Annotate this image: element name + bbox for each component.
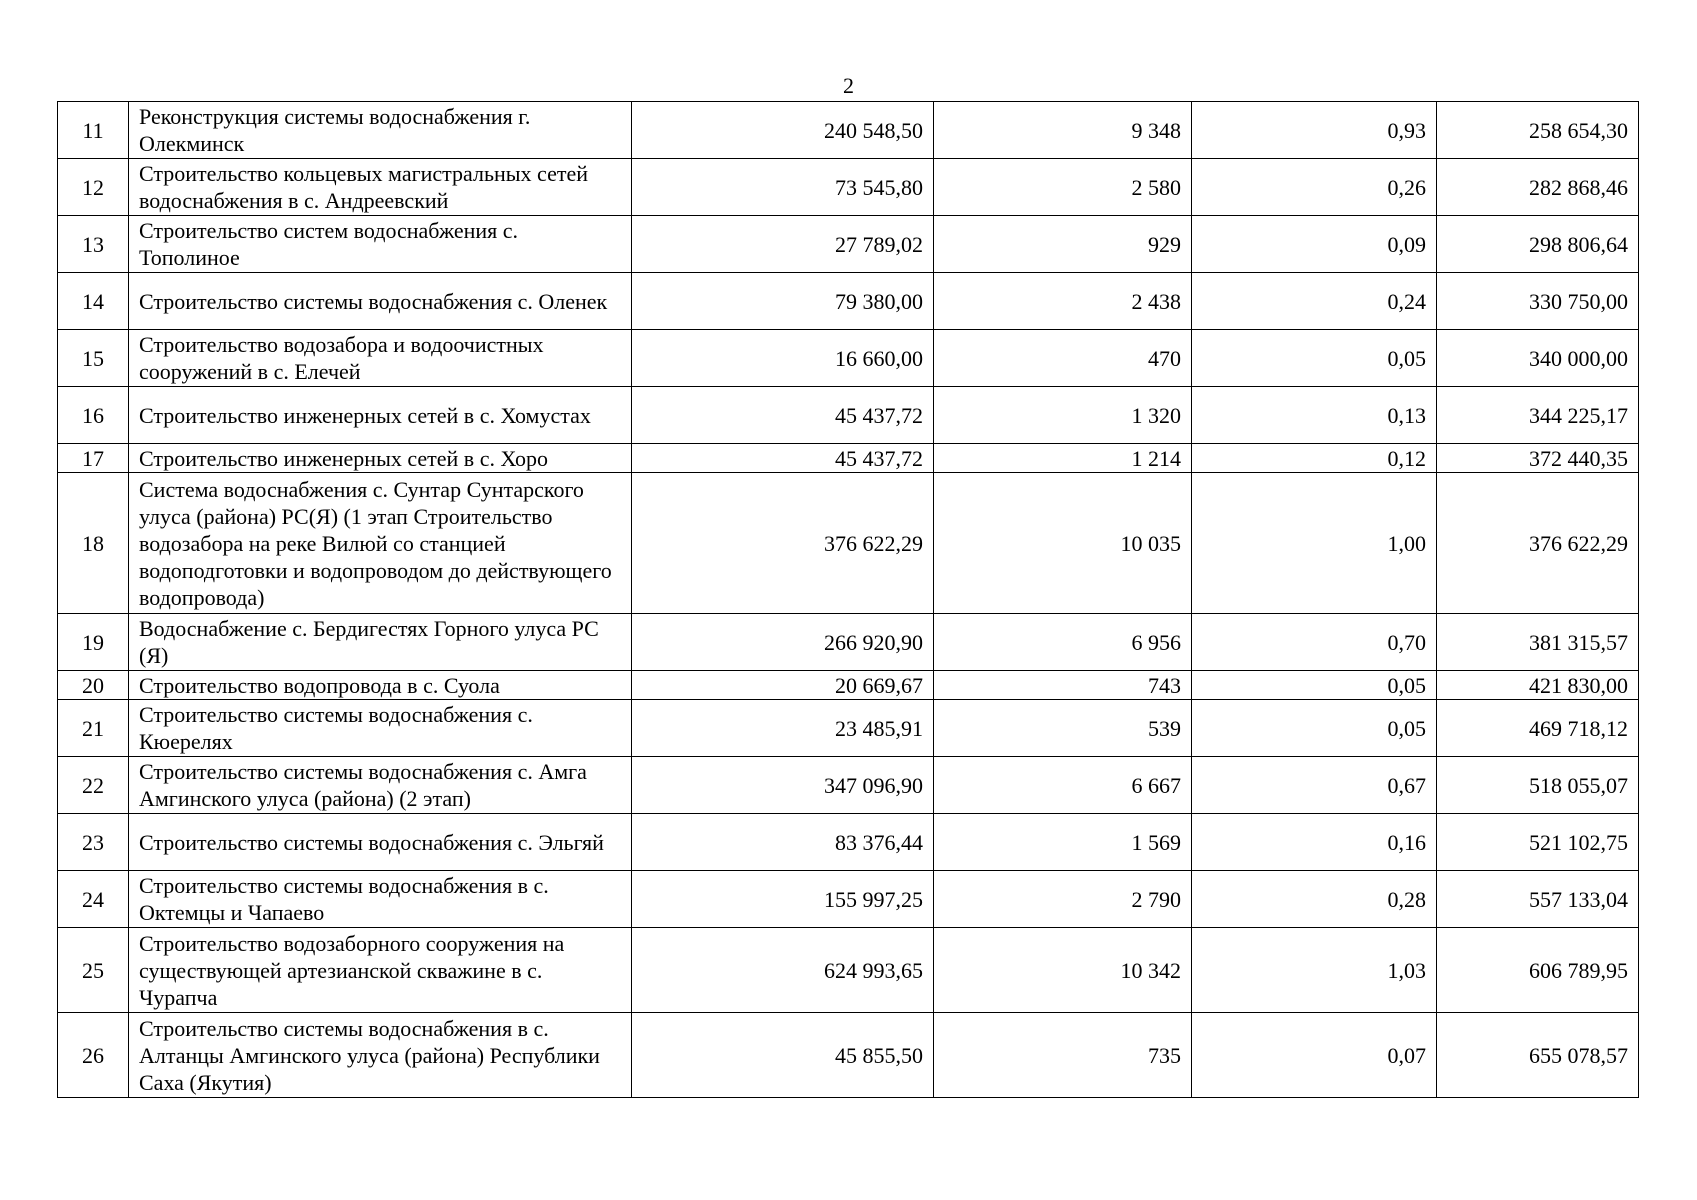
value-1: 240 548,50 [632, 102, 934, 159]
project-name: Строительство водопровода в с. Суола [129, 671, 632, 700]
table-row [58, 387, 1639, 444]
value-4: 344 225,17 [1437, 387, 1639, 444]
value-3: 0,93 [1192, 102, 1437, 159]
value-3: 0,05 [1192, 671, 1437, 700]
project-name: Строительство системы водоснабжения с. Оленек [129, 273, 632, 330]
value-3: 0,05 [1192, 700, 1437, 757]
project-name: Строительство водозабора и водоочистных сооружений в с. Елечей [129, 330, 632, 387]
value-2: 1 569 [934, 814, 1192, 871]
table-row [58, 102, 1639, 159]
project-name: Строительство кольцевых магистральных сетей водоснабжения в с. Андреевский [129, 159, 632, 216]
row-number: 13 [58, 216, 129, 273]
value-2: 2 580 [934, 159, 1192, 216]
value-2: 539 [934, 700, 1192, 757]
projects-table-body [58, 102, 1639, 1098]
projects-table [57, 101, 1639, 1098]
table-row [58, 700, 1639, 757]
value-4: 340 000,00 [1437, 330, 1639, 387]
row-number: 12 [58, 159, 129, 216]
value-1: 266 920,90 [632, 614, 934, 671]
row-number: 20 [58, 671, 129, 700]
row-number: 16 [58, 387, 129, 444]
table-row [58, 757, 1639, 814]
value-3: 0,09 [1192, 216, 1437, 273]
value-4: 521 102,75 [1437, 814, 1639, 871]
value-2: 1 320 [934, 387, 1192, 444]
value-4: 372 440,35 [1437, 444, 1639, 473]
value-1: 45 437,72 [632, 444, 934, 473]
value-4: 469 718,12 [1437, 700, 1639, 757]
table-row [58, 216, 1639, 273]
table-row [58, 330, 1639, 387]
value-2: 6 956 [934, 614, 1192, 671]
value-4: 606 789,95 [1437, 928, 1639, 1013]
row-number: 15 [58, 330, 129, 387]
value-3: 1,00 [1192, 473, 1437, 614]
table-row [58, 928, 1639, 1013]
value-3: 0,07 [1192, 1013, 1437, 1098]
value-4: 518 055,07 [1437, 757, 1639, 814]
value-1: 73 545,80 [632, 159, 934, 216]
value-3: 0,28 [1192, 871, 1437, 928]
value-3: 0,16 [1192, 814, 1437, 871]
row-number: 25 [58, 928, 129, 1013]
value-1: 16 660,00 [632, 330, 934, 387]
row-number: 17 [58, 444, 129, 473]
row-number: 19 [58, 614, 129, 671]
value-4: 330 750,00 [1437, 273, 1639, 330]
project-name: Строительство системы водоснабжения в с. Октемцы и Чапаево [129, 871, 632, 928]
table-row [58, 614, 1639, 671]
value-1: 45 855,50 [632, 1013, 934, 1098]
value-4: 655 078,57 [1437, 1013, 1639, 1098]
value-4: 298 806,64 [1437, 216, 1639, 273]
table-row [58, 159, 1639, 216]
table-row [58, 1013, 1639, 1098]
value-2: 9 348 [934, 102, 1192, 159]
value-3: 0,24 [1192, 273, 1437, 330]
value-1: 347 096,90 [632, 757, 934, 814]
project-name: Строительство системы водоснабжения с. Кюерелях [129, 700, 632, 757]
value-2: 735 [934, 1013, 1192, 1098]
value-1: 155 997,25 [632, 871, 934, 928]
value-4: 282 868,46 [1437, 159, 1639, 216]
row-number: 22 [58, 757, 129, 814]
value-4: 421 830,00 [1437, 671, 1639, 700]
value-3: 0,13 [1192, 387, 1437, 444]
project-name: Строительство системы водоснабжения в с. Алтанцы Амгинского улуса (района) Республики Саха (Якутия) [129, 1013, 632, 1098]
project-name: Строительство инженерных сетей в с. Хоро [129, 444, 632, 473]
table-row [58, 671, 1639, 700]
value-3: 0,12 [1192, 444, 1437, 473]
value-1: 79 380,00 [632, 273, 934, 330]
row-number: 24 [58, 871, 129, 928]
project-name: Строительство системы водоснабжения с. Амга Амгинского улуса (района) (2 этап) [129, 757, 632, 814]
table-row [58, 871, 1639, 928]
value-2: 10 342 [934, 928, 1192, 1013]
value-2: 1 214 [934, 444, 1192, 473]
value-2: 6 667 [934, 757, 1192, 814]
value-1: 83 376,44 [632, 814, 934, 871]
value-1: 624 993,65 [632, 928, 934, 1013]
row-number: 18 [58, 473, 129, 614]
value-3: 0,67 [1192, 757, 1437, 814]
project-name: Строительство водозаборного сооружения на существующей артезианской скважине в с. Чурапча [129, 928, 632, 1013]
value-2: 470 [934, 330, 1192, 387]
value-1: 20 669,67 [632, 671, 934, 700]
project-name: Водоснабжение с. Бердигестях Горного улуса РС (Я) [129, 614, 632, 671]
row-number: 23 [58, 814, 129, 871]
project-name: Строительство систем водоснабжения с. Тополиное [129, 216, 632, 273]
page-number: 2 [843, 73, 854, 98]
value-2: 929 [934, 216, 1192, 273]
value-4: 258 654,30 [1437, 102, 1639, 159]
row-number: 21 [58, 700, 129, 757]
table-row [58, 814, 1639, 871]
table-row [58, 273, 1639, 330]
project-name: Система водоснабжения с. Сунтар Сунтарского улуса (района) РС(Я) (1 этап Строительство водозабора на реке Вилюй со станцией водоподготовки и водопроводом до действующего водопровода) [129, 473, 632, 614]
value-3: 0,05 [1192, 330, 1437, 387]
row-number: 11 [58, 102, 129, 159]
value-4: 557 133,04 [1437, 871, 1639, 928]
project-name: Строительство инженерных сетей в с. Хомустах [129, 387, 632, 444]
value-3: 1,03 [1192, 928, 1437, 1013]
value-2: 2 790 [934, 871, 1192, 928]
table-row [58, 444, 1639, 473]
project-name: Строительство системы водоснабжения с. Эльгяй [129, 814, 632, 871]
value-2: 10 035 [934, 473, 1192, 614]
value-4: 381 315,57 [1437, 614, 1639, 671]
value-1: 27 789,02 [632, 216, 934, 273]
value-1: 23 485,91 [632, 700, 934, 757]
row-number: 14 [58, 273, 129, 330]
value-4: 376 622,29 [1437, 473, 1639, 614]
project-name: Реконструкция системы водоснабжения г. Олекминск [129, 102, 632, 159]
value-1: 45 437,72 [632, 387, 934, 444]
value-2: 2 438 [934, 273, 1192, 330]
value-1: 376 622,29 [632, 473, 934, 614]
value-3: 0,70 [1192, 614, 1437, 671]
value-2: 743 [934, 671, 1192, 700]
row-number: 26 [58, 1013, 129, 1098]
table-row [58, 473, 1639, 614]
value-3: 0,26 [1192, 159, 1437, 216]
